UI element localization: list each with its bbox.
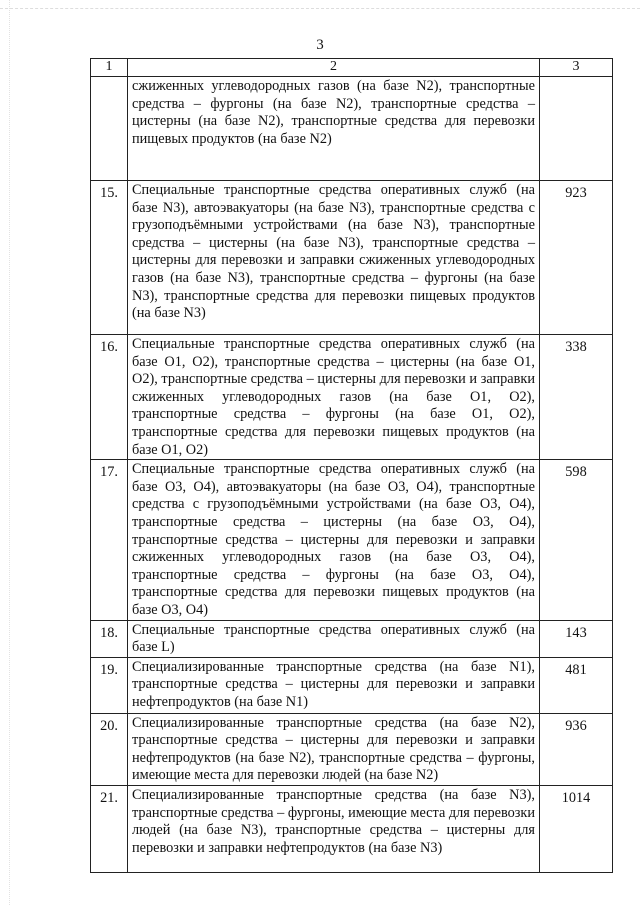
scan-edge-top xyxy=(0,8,640,9)
row-description: Специализированные транспортные средства (на базе N2), транспортные средства – цистерны для перевозки и заправки нефтепродуктов (на базе N2), транспортные средства – фургоны, имеющие места для перевозки людей (на базе N2) xyxy=(128,713,540,785)
table-row xyxy=(91,335,613,460)
row-value: 923 xyxy=(540,181,613,335)
table-row xyxy=(91,620,613,657)
row-value: 481 xyxy=(540,657,613,713)
table-row xyxy=(91,786,613,873)
row-number: 18. xyxy=(91,620,128,657)
row-description: Специальные транспортные средства оперативных служб (на базе O3, O4), автоэвакуаторы (на базе O3, O4), транспортные средства с грузоподъёмными устройствами (на базе O3, O4), транспортные средства – цистерны (на базе O3, O4), транспортные средства – цистерны для перевозки и заправки сжиженных углеводородных газов (на базе O3, O4), транспортные средства – фургоны (на базе O3, O4), транспортные средства для перевозки пищевых продуктов (на базе O3, O4) xyxy=(128,460,540,620)
table-row xyxy=(91,77,613,181)
row-number xyxy=(91,77,128,181)
row-description: Специальные транспортные средства оперативных служб (на базе O1, O2), транспортные средства – цистерны (на базе O1, O2), транспортные средства – цистерны для перевозки и заправки сжиженных углеводородных газов (на базе O1, O2), транспортные средства – фургоны (на базе O1, O2), транспортные средства для перевозки пищевых продуктов (на базе O1, O2) xyxy=(128,335,540,460)
row-description: Специальные транспортные средства оперативных служб (на базе N3), автоэвакуаторы (на базе N3), транспортные средства с грузоподъёмными устройствами (на базе N3), транспортные средства – цистерны (на базе N3), транспортные средства – цистерны для перевозки и заправки сжиженных углеводородных газов (на базе N3), транспортные средства – фургоны (на базе N3), транспортные средства для перевозки пищевых продуктов (на базе N3) xyxy=(128,181,540,335)
page-number: 3 xyxy=(316,37,324,53)
row-value: 1014 xyxy=(540,786,613,873)
table-row xyxy=(91,460,613,620)
row-value: 936 xyxy=(540,713,613,785)
row-number: 16. xyxy=(91,335,128,460)
table-header-row xyxy=(91,59,613,77)
row-number: 21. xyxy=(91,786,128,873)
header-col-3: 3 xyxy=(540,59,613,77)
row-description: Специализированные транспортные средства (на базе N3), транспортные средства – фургоны, имеющие места для перевозки людей (на базе N3), транспортные средства – цистерны для перевозки и заправки нефтепродуктов (на базе N3) xyxy=(128,786,540,873)
header-col-1: 1 xyxy=(91,59,128,77)
row-number: 17. xyxy=(91,460,128,620)
table-row xyxy=(91,713,613,785)
row-description: Специальные транспортные средства оперативных служб (на базе L) xyxy=(128,620,540,657)
row-description: сжиженных углеводородных газов (на базе N2), транспортные средства – фургоны (на базе N2), транспортные средства – цистерны (на базе N2), транспортные средства для перевозки пищевых продуктов (на базе N2) xyxy=(128,77,540,181)
row-value xyxy=(540,77,613,181)
table-row xyxy=(91,657,613,713)
scan-edge-left xyxy=(9,0,10,905)
row-value: 143 xyxy=(540,620,613,657)
header-col-2: 2 xyxy=(128,59,540,77)
document-table xyxy=(90,58,613,873)
row-description: Специализированные транспортные средства (на базе N1), транспортные средства – цистерны для перевозки и заправки нефтепродуктов (на базе N1) xyxy=(128,657,540,713)
row-number: 20. xyxy=(91,713,128,785)
row-value: 338 xyxy=(540,335,613,460)
row-value: 598 xyxy=(540,460,613,620)
table-row xyxy=(91,181,613,335)
row-number: 19. xyxy=(91,657,128,713)
row-number: 15. xyxy=(91,181,128,335)
